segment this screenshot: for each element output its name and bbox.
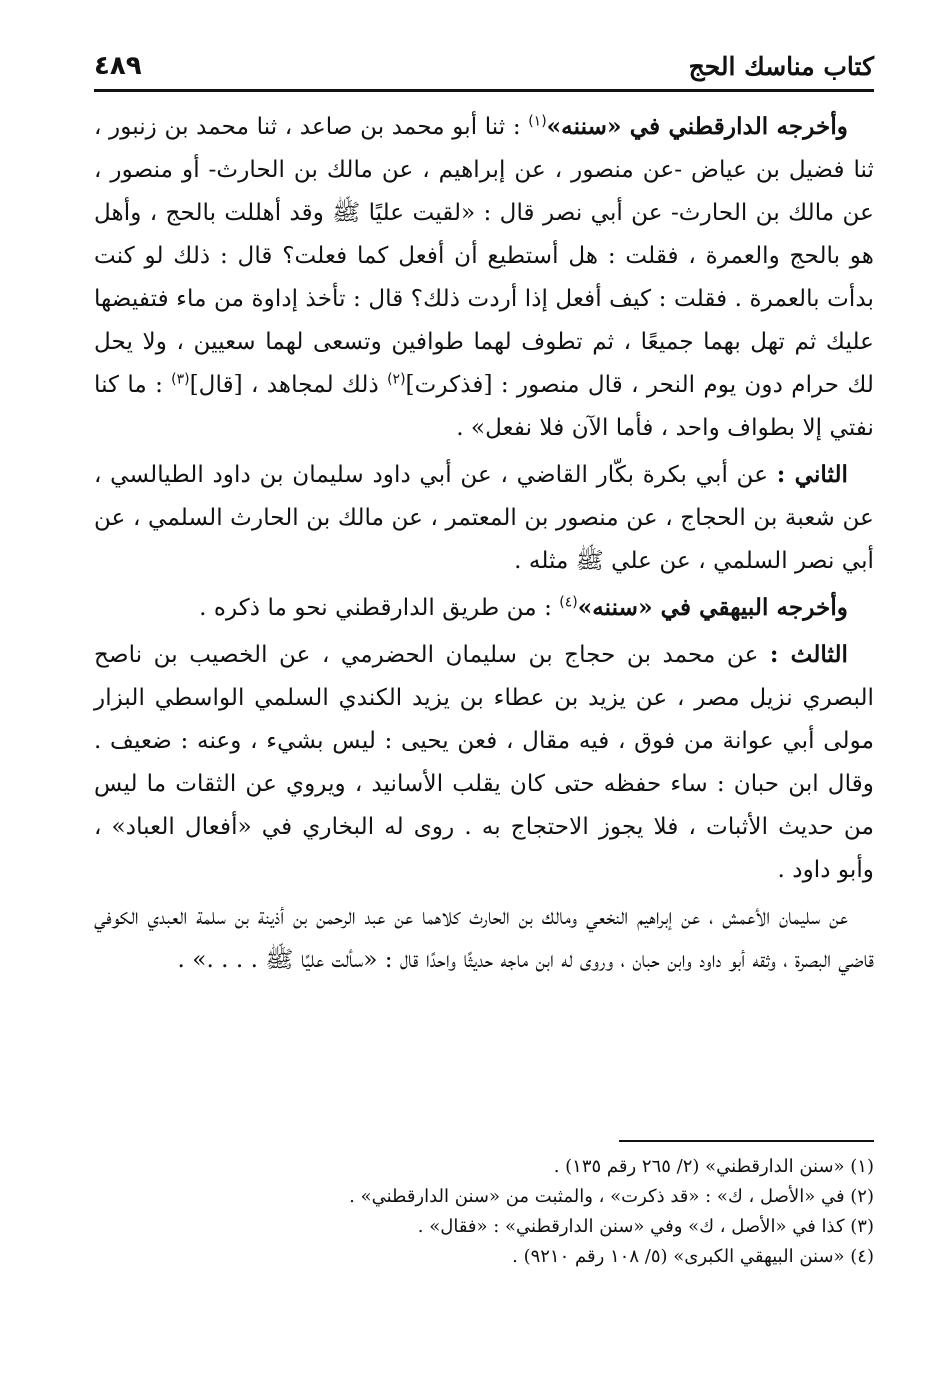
- page-number: ٤٨٩: [94, 51, 142, 81]
- paragraph-text: عن سليمان الأعمش ، عن إبراهيم النخعي ومالك بن الحارث كلاهما عن عبد الرحمن بن أذينة بن سلمة العبدي الكوفي قاضي البصرة ، وثقه أبو داود وابن حبان ، وروى له ابن ماجه حديثًا واحدًا قال : «سألت عليًا ﷺ . . . .» .: [94, 903, 874, 973]
- paragraph-bayhaqi: [94, 586, 874, 629]
- paragraph-lead: الثالث :: [769, 641, 849, 668]
- footnote-ref: (٣): [171, 371, 190, 388]
- paragraph-text: ذلك لمجاهد ، [قال]: [189, 371, 388, 398]
- footnote-ref: (١): [528, 113, 547, 130]
- footnote: (١) «سنن الدارقطني» (٢/ ٢٦٥ رقم ١٣٥) .: [553, 1156, 874, 1177]
- footnote-ref: (٤): [559, 594, 578, 611]
- paragraph-lead: الثاني :: [776, 461, 848, 488]
- paragraph-third: [94, 633, 874, 891]
- paragraph-daraqutni: [94, 105, 874, 449]
- paragraph-lead: وأخرجه البيهقي في «سننه»: [577, 594, 848, 621]
- paragraph-amash: [94, 895, 874, 981]
- paragraph-text: عن محمد بن حجاج بن سليمان الحضرمي ، عن الخصيب بن ناصح البصري نزيل مصر ، عن يزيد بن عطاء بن يزيد الكندي السلمي الواسطي البزار مولى أبي عوانة من فوق ، فيه مقال ، فعن يحيى : ليس بشيء ، وعنه : ضعيف . وقال ابن حبان : ساء حفظه حتى كان يقلب الأسانيد ، ويروي عن الثقات ما ليس من حديث الأثبات ، فلا يجوز الاحتجاج به . روى له البخاري في «أفعال العباد» ، وأبو داود .: [94, 641, 875, 883]
- paragraph-lead: وأخرجه الدارقطني في «سننه»: [546, 113, 849, 140]
- footnote-ref: (٢): [387, 371, 406, 388]
- paragraph-text: عن أبي بكرة بكّار القاضي ، عن أبي داود سليمان بن داود الطيالسي ، عن شعبة بن الحجاج ، عن منصور بن المعتمر ، عن مالك بن الحارث السلمي ، عن أبي نصر السلمي ، عن علي ﷺ مثله .: [94, 461, 874, 574]
- running-title: كتاب مناسك الحج: [688, 52, 874, 81]
- paragraph-text: : من طريق الدارقطني نحو ما ذكره .: [199, 594, 560, 621]
- main-text: [94, 105, 874, 985]
- footnote: (٢) في «الأصل ، ك» : «قد ذكرت» ، والمثبت من «سنن الدارقطني» .: [349, 1186, 874, 1207]
- footnote-divider: [619, 1140, 874, 1142]
- footnotes: [94, 1152, 874, 1272]
- paragraph-text: : ما كنا نفتي إلا بطواف واحد ، فأما الآن فلا نفعل» .: [94, 371, 874, 441]
- paragraph-text: : ثنا أبو محمد بن صاعد ، ثنا محمد بن زنبور ، ثنا فضيل بن عياض -عن منصور ، عن إبراهيم ، عن مالك بن الحارث- أو منصور ، عن مالك بن الحارث- عن أبي نصر قال : «لقيت عليًا ﷺ وقد أهللت بالحج ، وأهل هو بالحج والعمرة ، فقلت : هل أستطيع أن أفعل كما فعلت؟ قال : ذلك لو كنت بدأت بالعمرة . فقلت : كيف أفعل إذا أردت ذلك؟ قال : تأخذ إداوة من ماء فتفيضها عليك ثم تهل بهما جميعًا ، ثم تطوف لهما طوافين وتسعى لهما سعيين ، ولا يحل لك حرام دون يوم النحر ، قال منصور : [فذكرت]: [94, 113, 874, 398]
- paragraph-second: [94, 453, 874, 582]
- footnote: (٤) «سنن البيهقي الكبرى» (٥/ ١٠٨ رقم ٩٢١٠) .: [512, 1246, 874, 1267]
- footnote: (٣) كذا في «الأصل ، ك» وفي «سنن الدارقطني» : «فقال» .: [417, 1216, 874, 1237]
- page-header: [94, 40, 874, 92]
